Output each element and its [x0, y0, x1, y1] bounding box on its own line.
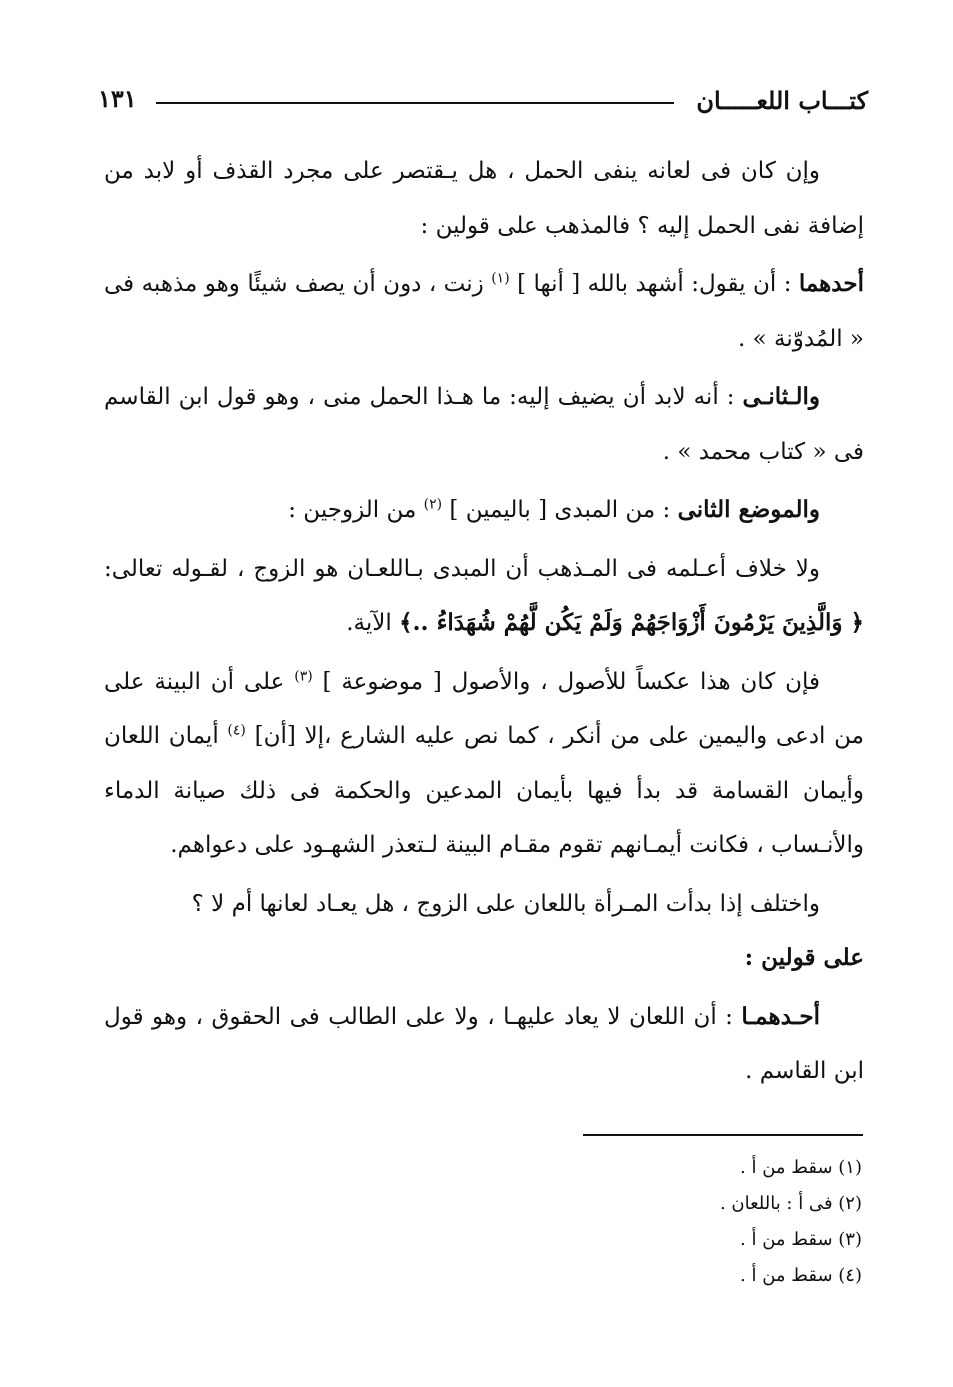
chapter-title: كتـــاب اللعـــــان	[696, 86, 868, 115]
footnote-marker: (٢)	[423, 496, 443, 513]
paragraph-4	[104, 483, 864, 538]
paragraph-text: : من المبدى [ باليمين ]	[442, 497, 678, 523]
footnote-number: (١)	[838, 1157, 862, 1178]
paragraph-text: أيمان اللعان وأيمان القسامة قد بدأ فيها بأيمان المدعين والحكمة فى ذلك صيانة الدماء والأنـساب ، فكانت أيمـانهم تقوم مقـام البينة لـتعذر الشهـود على دعواهم.	[104, 723, 864, 858]
footnote-number: (٤)	[838, 1265, 862, 1286]
footnote-text: سقط من أ .	[740, 1265, 839, 1286]
footnote-text: سقط من أ .	[740, 1157, 839, 1178]
footnote-number: (٣)	[838, 1229, 862, 1250]
paragraph-text: : أن اللعان لا يعاد عليهـا ، ولا على الطالب فى الحقوق ، وهو قول ابن القاسم .	[104, 1003, 864, 1084]
footnote-2	[500, 1186, 862, 1222]
paragraph-7	[104, 877, 864, 986]
footnotes	[500, 1150, 862, 1294]
paragraph-bold-line: على قولين :	[744, 944, 864, 971]
paragraph-text: : أن يقول: أشهد بالله [ أنها ]	[509, 271, 799, 297]
paragraph-text: فإن كان هذا عكساً للأصول ، والأصول [ موضوعة ]	[312, 668, 821, 695]
paragraph-text: وإن كان فى لعانه ينفى الحمل ، هل يـقتصر على مجرد القذف أو لابد من إضافة نفى الحمل إليه ؟ فالمذهب على قولين :	[104, 158, 864, 239]
footnote-number: (٢)	[838, 1193, 862, 1214]
main-text	[104, 144, 864, 1099]
paragraph-text: واختلف إذا بدأت المـرأة باللعان على الزوج ، هل يعـاد لعانها أم لا ؟	[191, 890, 820, 917]
paragraph-text: الآية.	[346, 610, 400, 636]
paragraph-2	[104, 257, 864, 366]
footnote-3	[500, 1222, 862, 1258]
paragraph-1	[104, 144, 864, 253]
running-header	[98, 82, 868, 122]
footnote-1	[500, 1150, 862, 1186]
header-rule	[156, 102, 674, 104]
paragraph-5	[104, 542, 864, 651]
paragraph-text: ولا خلاف أعـلمه فى المـذهب أن المبدى بـاللعـان هو الزوج ، لقـوله تعالى:	[104, 555, 820, 582]
paragraph-lead: أحدهما	[798, 270, 864, 297]
paragraph-8	[104, 990, 864, 1099]
paragraph-text: على أن البينة على من ادعى واليمين على من أنكر ، كما نص عليه الشارع ،إلا [أن]	[104, 668, 864, 749]
footnote-marker: (١)	[491, 270, 510, 287]
paragraph-3	[104, 370, 864, 479]
paragraph-lead: والـثانـى	[742, 383, 820, 410]
footnote-4	[500, 1258, 862, 1294]
page-number: ١٣١	[98, 84, 137, 113]
paragraph-text: زنت ، دون أن يصف شيئًا وهو مذهبه فى « المُدوّنة » .	[104, 271, 864, 352]
paragraph-lead: أحـدهمـا	[741, 1002, 820, 1030]
paragraph-lead: والموضع الثانى	[677, 496, 820, 523]
footnote-text: سقط من أ .	[740, 1229, 839, 1250]
footnote-marker: (٣)	[294, 667, 313, 684]
footnote-marker: (٤)	[227, 722, 246, 739]
footnote-text: فى أ : باللعان .	[719, 1193, 839, 1214]
footnote-separator	[583, 1134, 863, 1136]
paragraph-text: : أنه لابد أن يضيف إليه: ما هـذا الحمل منى ، وهو قول ابن القاسم فى « كتاب محمد » .	[104, 384, 864, 465]
paragraph-text: من الزوجين :	[288, 497, 424, 523]
paragraph-6	[104, 655, 864, 873]
quran-verse: ﴿ وَالَّذِينَ يَرْمُونَ أَزْوَاجَهُمْ وَلَمْ يَكُن لَّهُمْ شُهَدَاءُ ..﴾	[399, 609, 864, 636]
